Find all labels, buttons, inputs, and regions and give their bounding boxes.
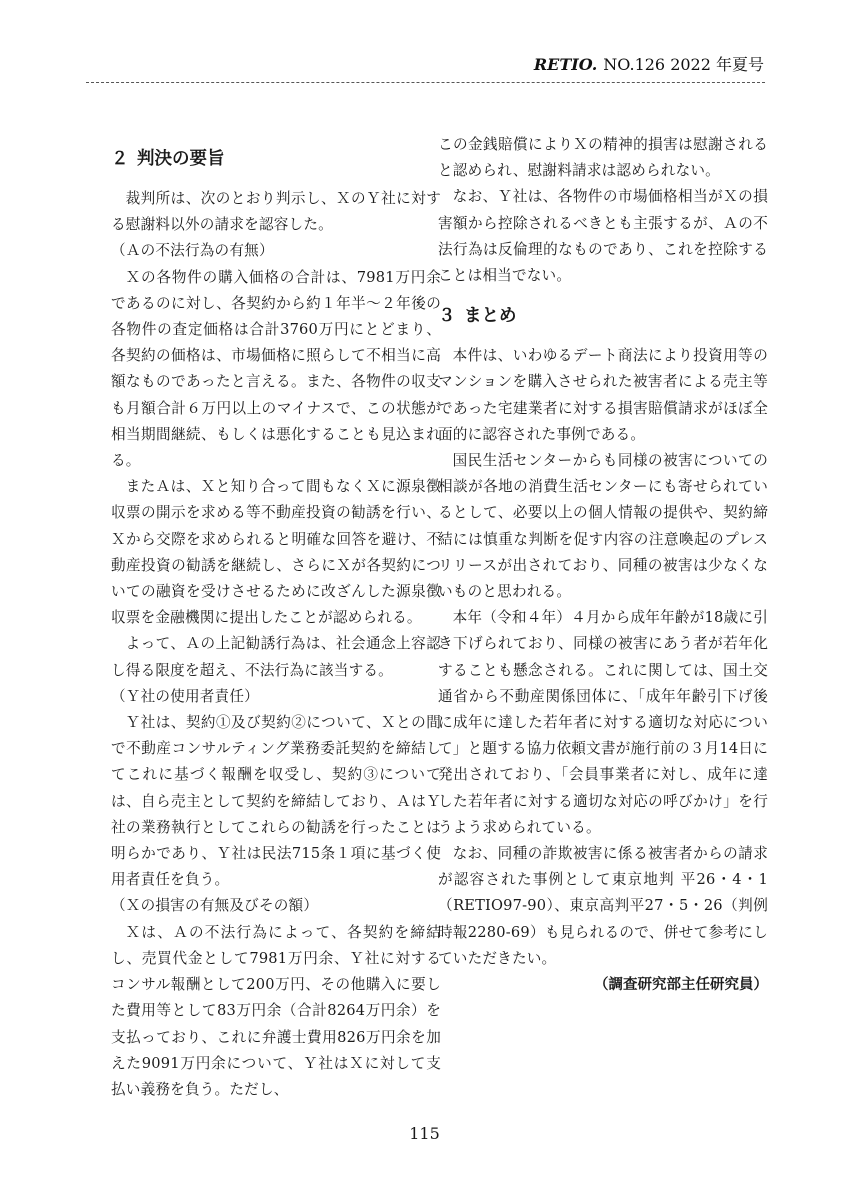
paragraph: なお、同種の詐欺被害に係る被害者からの請求が認容された事例として東京地判 平26・4・1（RETIO97-90）、東京高判平27・5・26（判例時報2280-69）も見られるので、併せて参考にしていただきたい。: [438, 845, 768, 967]
paragraph: よって、Ａの上記勧誘行為は、社会通念上容認し得る限度を超え、不法行為に該当する。: [111, 635, 441, 679]
paragraph: 裁判所は、次のとおり判示し、ＸのＹ社に対する慰謝料以外の請求を認容した。: [111, 190, 441, 234]
author-credit: （調査研究部主任研究員）: [594, 977, 768, 994]
section-3-number: ３: [438, 306, 456, 327]
paragraph: なお、Ｙ社は、各物件の市場価格相当がＸの損害額から控除されるべきとも主張するが、Ａの不法行為は反倫理的なものであり、これを控除することは相当でない。: [438, 188, 768, 285]
section-2-heading: [111, 146, 441, 172]
paragraph: Ｙ社は、契約①及び契約②について、Ｘとの間で不動産コンサルティング業務委託契約を締結してこれに基づく報酬を収受し、契約③については、自ら売主として契約を締結しており、ＡはＹ社の業務執行としてこれらの勧誘を行ったことは明らかであり、Ｙ社は民法715条１項に基づく使用者責任を負う。: [111, 714, 441, 889]
paragraph: 国民生活センターからも同様の被害についての相談が各地の消費生活センターにも寄せられているとして、必要以上の個人情報の提供や、契約締結には慎重な判断を促す内容の注意喚起のプレスリリースが出されており、同種の被害は少なくないものと思われる。: [438, 452, 768, 601]
paragraph: Ｘの各物件の購入価格の合計は、7981万円余であるのに対し、各契約から約１年半～２年後の各物件の査定価格は合計3760万円にとどまり、各契約の価格は、市場価格に照らして不相当に高額なものであったと言える。また、各物件の収支も月額合計６万円以上のマイナスで、この状態が相当期間継続、もしくは悪化することも見込まれる。: [111, 268, 441, 470]
journal-issue: NO.126 2022 年夏号: [603, 55, 764, 74]
paragraph: 本年（令和４年）４月から成年年齢が18歳に引き下げられており、同様の被害にあう者が若年化することも懸念される。これに関しては、国土交通省から不動産関係団体に、「成年年齢引下げ後に成年に達した若年者に対する適切な対応について」と題する協力依頼文書が施行前の３月14日に発出されており、「会員事業者に対し、成年に達した若年者に対する適切な対応の呼びかけ」を行うよう求められている。: [438, 609, 768, 836]
section-3-heading: [438, 303, 768, 329]
header-divider: [86, 82, 765, 83]
section-2-number: ２: [111, 149, 129, 169]
page-number: 115: [409, 1124, 440, 1143]
left-column: [111, 132, 441, 1103]
right-column: [438, 132, 768, 998]
section-2-title: 判決の要旨: [137, 149, 225, 169]
journal-brand: RETIO.: [533, 55, 598, 74]
section-3-title: まとめ: [464, 306, 517, 327]
paragraph: 本件は、いわゆるデート商法により投資用等のマンションを購入させられた被害者による売主等であった宅建業者に対する損害賠償請求がほぼ全面的に認容された事例である。: [438, 347, 768, 443]
subheading: （Ａの不法行為の有無）: [111, 242, 274, 260]
paragraph: またＡは、Ｘと知り合って間もなくＸに源泉徴収票の開示を求める等不動産投資の勧誘を行い、Ｘから交際を求められると明確な回答を避け、不動産投資の勧誘を継続し、さらにＸが各契約についての融資を受けさせるために改ざんした源泉徴収票を金融機関に提出したことが認められる。: [111, 478, 441, 627]
paragraph: Ｘは、Ａの不法行為によって、各契約を締結し、売買代金として7981万円余、Ｙ社に対するコンサル報酬として200万円、その他購入に要した費用等として83万円余（合計8264万円余）を支払っており、これに弁護士費用826万円余を加えた9091万円余について、Ｙ社はＸに対して支払い義務を負う。ただし、: [111, 923, 441, 1098]
paragraph: この金銭賠償によりＸの精神的損害は慰謝されると認められ、慰謝料請求は認められない。: [438, 136, 768, 180]
subheading: （Ｙ社の使用者責任）: [111, 687, 259, 705]
subheading: （Ｘの損害の有無及びその額）: [111, 897, 319, 915]
running-header: [534, 52, 764, 75]
